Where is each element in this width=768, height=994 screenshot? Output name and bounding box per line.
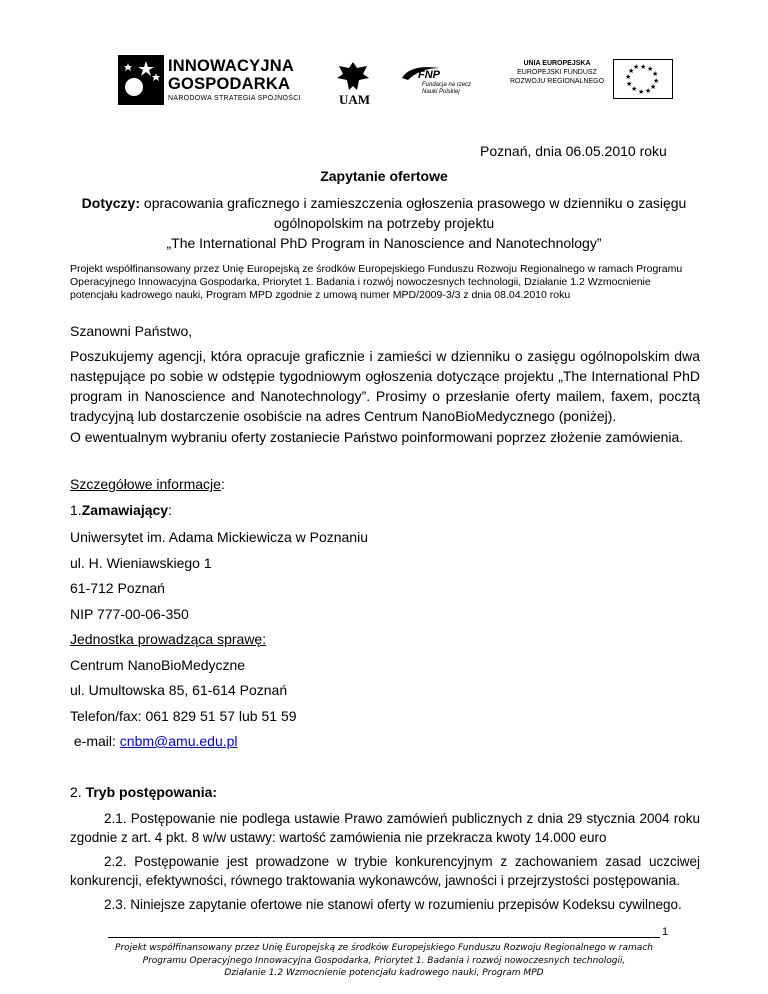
intro-paragraph: Poszukujemy agencji, która opracuje graficznie i zamieści w dzienniku o zasięgu ogólnopolskim dwa następujące po sobie w odstępie tygodniowym ogłoszenia dotyczące projektu „The International PhD program in Nanoscience and Nanotechnology”. Prosimy o przesłanie oferty mailem, faxem, pocztą tradycyjną lub dostarczenie osobiście na adres Centrum NanoBioMedycznego (poniżej). <box>70 348 700 424</box>
unit-phone: Telefon/fax: 061 829 51 57 lub 51 59 <box>70 708 297 724</box>
email-label: e-mail: <box>70 733 120 749</box>
fnp-text: FNP <box>418 69 440 81</box>
point-2-2: 2.2. Postępowanie jest prowadzone w trybie konkurencyjnym z zachowaniem zasad uczciwej konkurencji, efektywności, równego traktowania wykonawców, jawności i przejrzystości postępowania. <box>70 854 700 888</box>
address-line-1: Uniwersytet im. Adama Mickiewicza w Poznaniu <box>70 529 368 545</box>
point-2-1: 2.1. Postępowanie nie podlega ustawie Prawo zamówień publicznych z dnia 29 stycznia 2004 roku zgodnie z art. 4 pkt. 8 w/w ustawy: wartość zamówienia nie przekracza kwoty 14.000 euro <box>70 811 700 845</box>
svg-text:★: ★ <box>633 63 640 71</box>
logo-line-2: GOSPODARKA <box>168 75 291 93</box>
eu-text <box>507 59 607 86</box>
svg-text:★: ★ <box>647 65 654 73</box>
place-date: Poznań, dnia 06.05.2010 roku <box>480 143 667 159</box>
fnp-subtitle: Fundacja na rzecz Nauki Polskiej <box>422 82 472 95</box>
fnp-swoosh-icon <box>400 64 480 84</box>
details-heading-text: Szczegółowe informacje <box>70 476 221 492</box>
section-1-number: 1. <box>70 502 82 518</box>
section-1-heading <box>70 500 172 520</box>
nip: NIP 777-00-06-350 <box>70 606 189 622</box>
section-1-title: Zamawiający <box>81 502 169 518</box>
svg-text:★: ★ <box>625 73 632 81</box>
unit-address: ul. Umultowska 85, 61-614 Poznań <box>70 682 288 698</box>
address-line-3: 61-712 Poznań <box>70 580 165 596</box>
section-2-heading <box>70 782 217 802</box>
footer-line-1: Projekt współfinansowany przez Unię Europejską ze środków Europejskiego Funduszu Rozwoju Regionalnego w ramach <box>115 943 653 953</box>
footer-line-2: Programu Operacyjnego Innowacyjna Gospodarka, Priorytet 1. Badania i rozwój nowoczesnych technologii, <box>142 955 626 966</box>
eu-line-1: UNIA EUROPEJSKA <box>523 60 591 67</box>
svg-text:★: ★ <box>638 88 645 96</box>
section-2-title: Tryb postępowania: <box>85 784 218 800</box>
innowacyjna-gospodarka-logo <box>118 55 318 107</box>
cofinance-note: Projekt współfinansowany przez Unię Europejską ze środków Europejskiego Funduszu Rozwoju Regionalnego w ramach Programu Operacyjnego Innowacyjna Gospodarka, Priorytet 1. Badania i rozwój nowoczesnych technologii, Działanie 1.2 Wzmocnienie potencjału kadrowego nauki, Program MPD zgodnie z umową numer MPD/2009-3/3 z dnia 08.04.2010 roku <box>70 263 683 301</box>
email-line <box>70 731 238 751</box>
eu-line-2: EUROPEJSKI FUNDUSZ <box>517 69 597 76</box>
subject-line-3: „The International PhD Program in Nanoscience and Nanotechnology” <box>166 235 602 251</box>
subject-line-2: ogólnopolskim na potrzeby projektu <box>273 215 495 231</box>
page-number: 1 <box>662 926 669 938</box>
eagle-icon <box>333 60 373 92</box>
svg-text:★: ★ <box>653 77 660 85</box>
uam-logo <box>333 60 373 106</box>
subject-label: Dotyczy: <box>81 195 141 211</box>
footer-line-3: Działanie 1.2 Wzmocnienie potencjału kadrowego nauki, Program MPD <box>224 968 544 978</box>
details-colon: : <box>220 476 225 492</box>
fnp-logo <box>400 64 480 104</box>
stars-figure-icon <box>118 55 164 105</box>
notification-paragraph: O ewentualnym wybraniu oferty zostaniecie Państwo poinformowani poprzez złożenie zamówienia. <box>70 429 684 445</box>
section-2-number: 2. <box>70 784 86 800</box>
unit-heading: Jednostka prowadząca sprawę: <box>70 631 267 647</box>
email-link[interactable]: cnbm@amu.edu.pl <box>119 733 238 749</box>
svg-text:★: ★ <box>650 83 657 91</box>
footer-rule <box>108 937 660 938</box>
svg-text:★: ★ <box>626 80 633 88</box>
unit-name: Centrum NanoBioMedyczne <box>70 657 246 673</box>
svg-text:★: ★ <box>631 85 638 93</box>
point-2-3: 2.3. Niniejsze zapytanie ofertowe nie stanowi oferty w rozumieniu przepisów Kodeksu cywilnego. <box>104 897 682 912</box>
logo-line-1: INNOWACYJNA <box>168 57 294 75</box>
greeting: Szanowni Państwo, <box>70 323 193 339</box>
subject <box>40 193 728 253</box>
svg-text:★: ★ <box>628 67 635 75</box>
eu-line-3: ROZWOJU REGIONALNEGO <box>509 78 605 85</box>
svg-text:★: ★ <box>652 70 659 78</box>
svg-text:★: ★ <box>640 63 647 71</box>
page-title: Zapytanie ofertowe <box>320 168 448 184</box>
eu-logo <box>507 59 671 99</box>
footer-note <box>100 942 668 980</box>
uam-text: UAM <box>339 92 371 107</box>
subject-line-1: opracowania graficznego i zamieszczenia ogłoszenia prasowego w dzienniku o zasięgu <box>140 195 687 211</box>
logo-line-3: NARODOWA STRATEGIA SPÓJNOŚCI <box>168 95 301 102</box>
section-1-colon: : <box>168 502 172 518</box>
svg-text:★: ★ <box>645 87 652 95</box>
details-heading <box>70 474 225 494</box>
eu-flag-icon <box>613 59 673 99</box>
address-line-2: ul. H. Wieniawskiego 1 <box>70 555 212 571</box>
